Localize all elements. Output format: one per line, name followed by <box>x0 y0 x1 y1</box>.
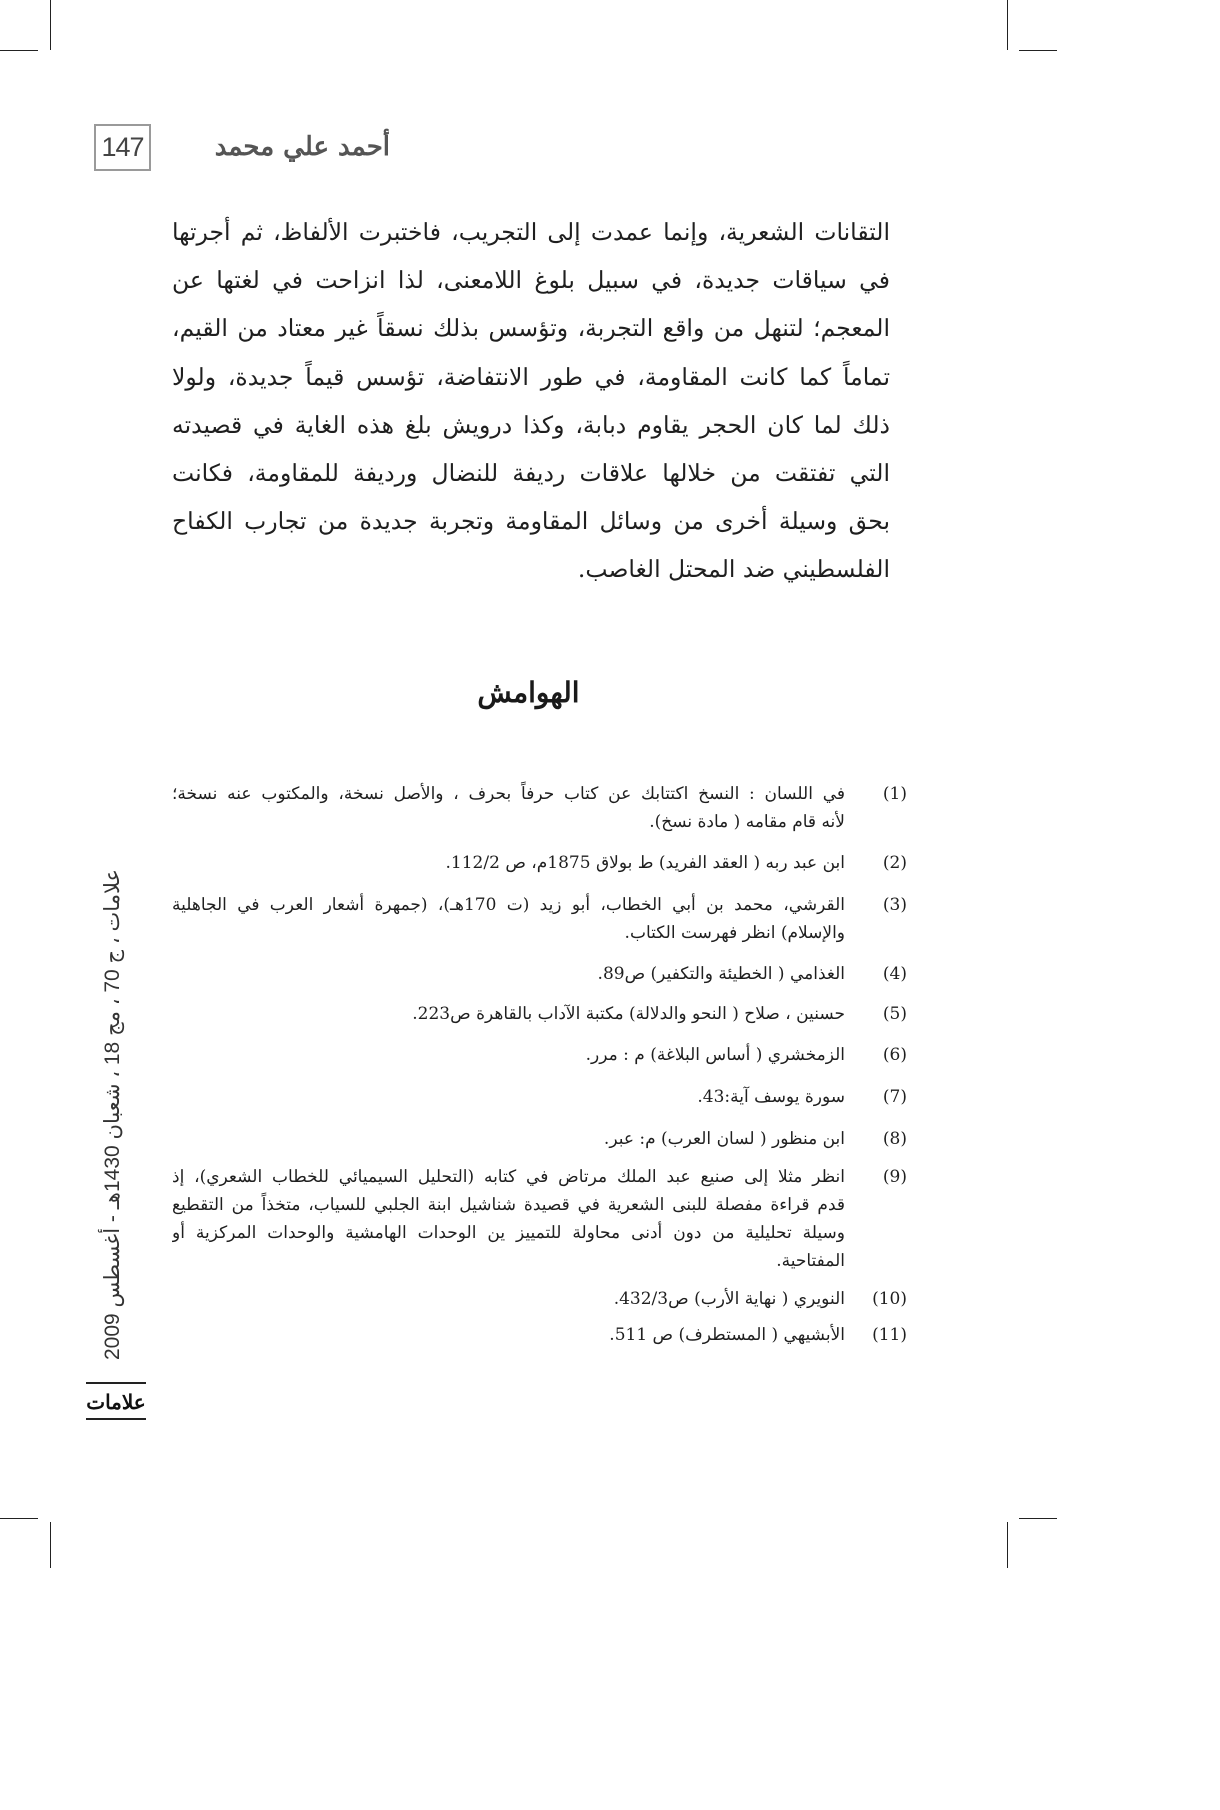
body-line: في سياقات جديدة، في سبيل بلوغ اللامعنى، لذا انزاحت في لغتها عن <box>172 266 890 295</box>
footnote-item <box>172 1285 907 1313</box>
crop-mark <box>50 0 51 50</box>
footnote-line: ابن منظور ( لسان العرب) م: عبر. <box>603 1129 845 1149</box>
footnote-item <box>172 1163 907 1275</box>
crop-mark <box>1019 50 1057 51</box>
running-head-author: أحمد علي محمد <box>214 132 390 162</box>
footnote-item <box>172 960 907 988</box>
crop-mark <box>1007 1522 1008 1568</box>
footnote-line: لأنه قام مقامه ( مادة نسخ). <box>649 812 845 832</box>
footnote-line: انظر مثلا إلى صنيع عبد الملك مرتاض في كتابه (التحليل السيميائي للخطاب الشعري)، إذ <box>172 1167 845 1187</box>
body-text <box>172 208 890 594</box>
crop-mark <box>50 1522 51 1568</box>
footnote-line: والإسلام) انظر فهرست الكتاب. <box>624 923 845 943</box>
footnote-number: (5) <box>882 1004 907 1024</box>
footnote-number: (7) <box>882 1087 907 1107</box>
footnote-line: وسيلة تحليلية من دون أدنى محاولة للتمييز ين الوحدات الهامشية والوحدات المركزية أو <box>172 1223 845 1243</box>
body-line: الفلسطيني ضد المحتل الغاصب. <box>577 555 890 584</box>
footnote-line: المفتاحية. <box>776 1251 845 1271</box>
footnote-item <box>172 780 907 836</box>
footnote-line: ابن عبد ربه ( العقد الفريد) ط بولاق 1875م، ص 112/2. <box>445 853 845 873</box>
body-line: ذلك لما كان الحجر يقاوم دبابة، وكذا درويش بلغ هذه الغاية في قصيدته <box>172 410 890 439</box>
footnote-item <box>172 1125 907 1153</box>
journal-logo-text: علامات <box>86 1390 146 1414</box>
footnote-number: (8) <box>882 1129 907 1149</box>
footnote-item <box>172 849 907 877</box>
crop-mark <box>1007 0 1008 50</box>
footnote-line: القرشي، محمد بن أبي الخطاب، أبو زيد (ت 170هـ)، (جمهرة أشعار العرب في الجاهلية <box>172 895 845 915</box>
footnotes-list <box>172 780 907 1349</box>
footnote-item <box>172 891 907 947</box>
journal-issue-info <box>91 854 135 1374</box>
footnote-number: (11) <box>872 1325 907 1345</box>
body-line: بحق وسيلة أخرى من وسائل المقاومة وتجربة جديدة من تجارب الكفاح <box>172 507 890 536</box>
page-number: 147 <box>94 124 151 171</box>
footnote-item <box>172 1000 907 1028</box>
footnote-number: (9) <box>882 1167 907 1187</box>
logo-rule <box>86 1382 146 1384</box>
footnote-item <box>172 1041 907 1069</box>
footnote-line: قدم قراءة مفصلة للبنى الشعرية في قصيدة شناشيل ابنة الجلبي للسياب، متخذاً من التقطيع <box>172 1195 845 1215</box>
footnote-item <box>172 1083 907 1111</box>
crop-mark <box>0 50 38 51</box>
journal-issue-text: علامات ، ج 70 ، مج 18 ، شعبان 1430هـ - أغسطس 2009 <box>101 868 125 1360</box>
footnote-line: سورة يوسف آية:43. <box>697 1087 845 1107</box>
footnote-number: (1) <box>882 784 907 804</box>
footnote-number: (6) <box>882 1045 907 1065</box>
section-heading: الهوامش <box>477 676 580 709</box>
footnote-line: الأبشيهي ( المستطرف) ص 511. <box>609 1325 845 1345</box>
footnote-number: (2) <box>882 853 907 873</box>
footnote-number: (4) <box>882 964 907 984</box>
footnote-line: النويري ( نهاية الأرب) ص432/3. <box>613 1289 845 1309</box>
footnote-number: (10) <box>872 1289 907 1309</box>
footnote-number: (3) <box>882 895 907 915</box>
body-line: المعجم؛ لتنهل من واقع التجربة، وتؤسس بذلك نسقاً غير معتاد من القيم، <box>172 314 890 343</box>
body-line: التي تفتقت من خلالها علاقات رديفة للنضال ورديفة للمقاومة، فكانت <box>172 458 890 487</box>
body-line: تماماً كما كانت المقاومة، في طور الانتفاضة، تؤسس قيماً جديدة، ولولا <box>172 362 890 391</box>
crop-mark <box>1019 1518 1057 1519</box>
body-line: التقانات الشعرية، وإنما عمدت إلى التجريب، فاختبرت الألفاظ، ثم أجرتها <box>172 218 890 246</box>
footnote-line: الغذامي ( الخطيئة والتكفير) ص89. <box>597 964 845 984</box>
footnote-line: حسنين ، صلاح ( النحو والدلالة) مكتبة الآداب بالقاهرة ص223. <box>412 1004 845 1024</box>
crop-mark <box>0 1518 38 1519</box>
journal-logo <box>82 1382 150 1422</box>
footnote-item <box>172 1321 907 1349</box>
footnote-line: في اللسان : النسخ اكتتابك عن كتاب حرفاً بحرف ، والأصل نسخة، والمكتوب عنه نسخة؛ <box>172 784 845 804</box>
logo-rule <box>86 1418 146 1420</box>
footnote-line: الزمخشري ( أساس البلاغة) م : مرر. <box>585 1045 845 1065</box>
